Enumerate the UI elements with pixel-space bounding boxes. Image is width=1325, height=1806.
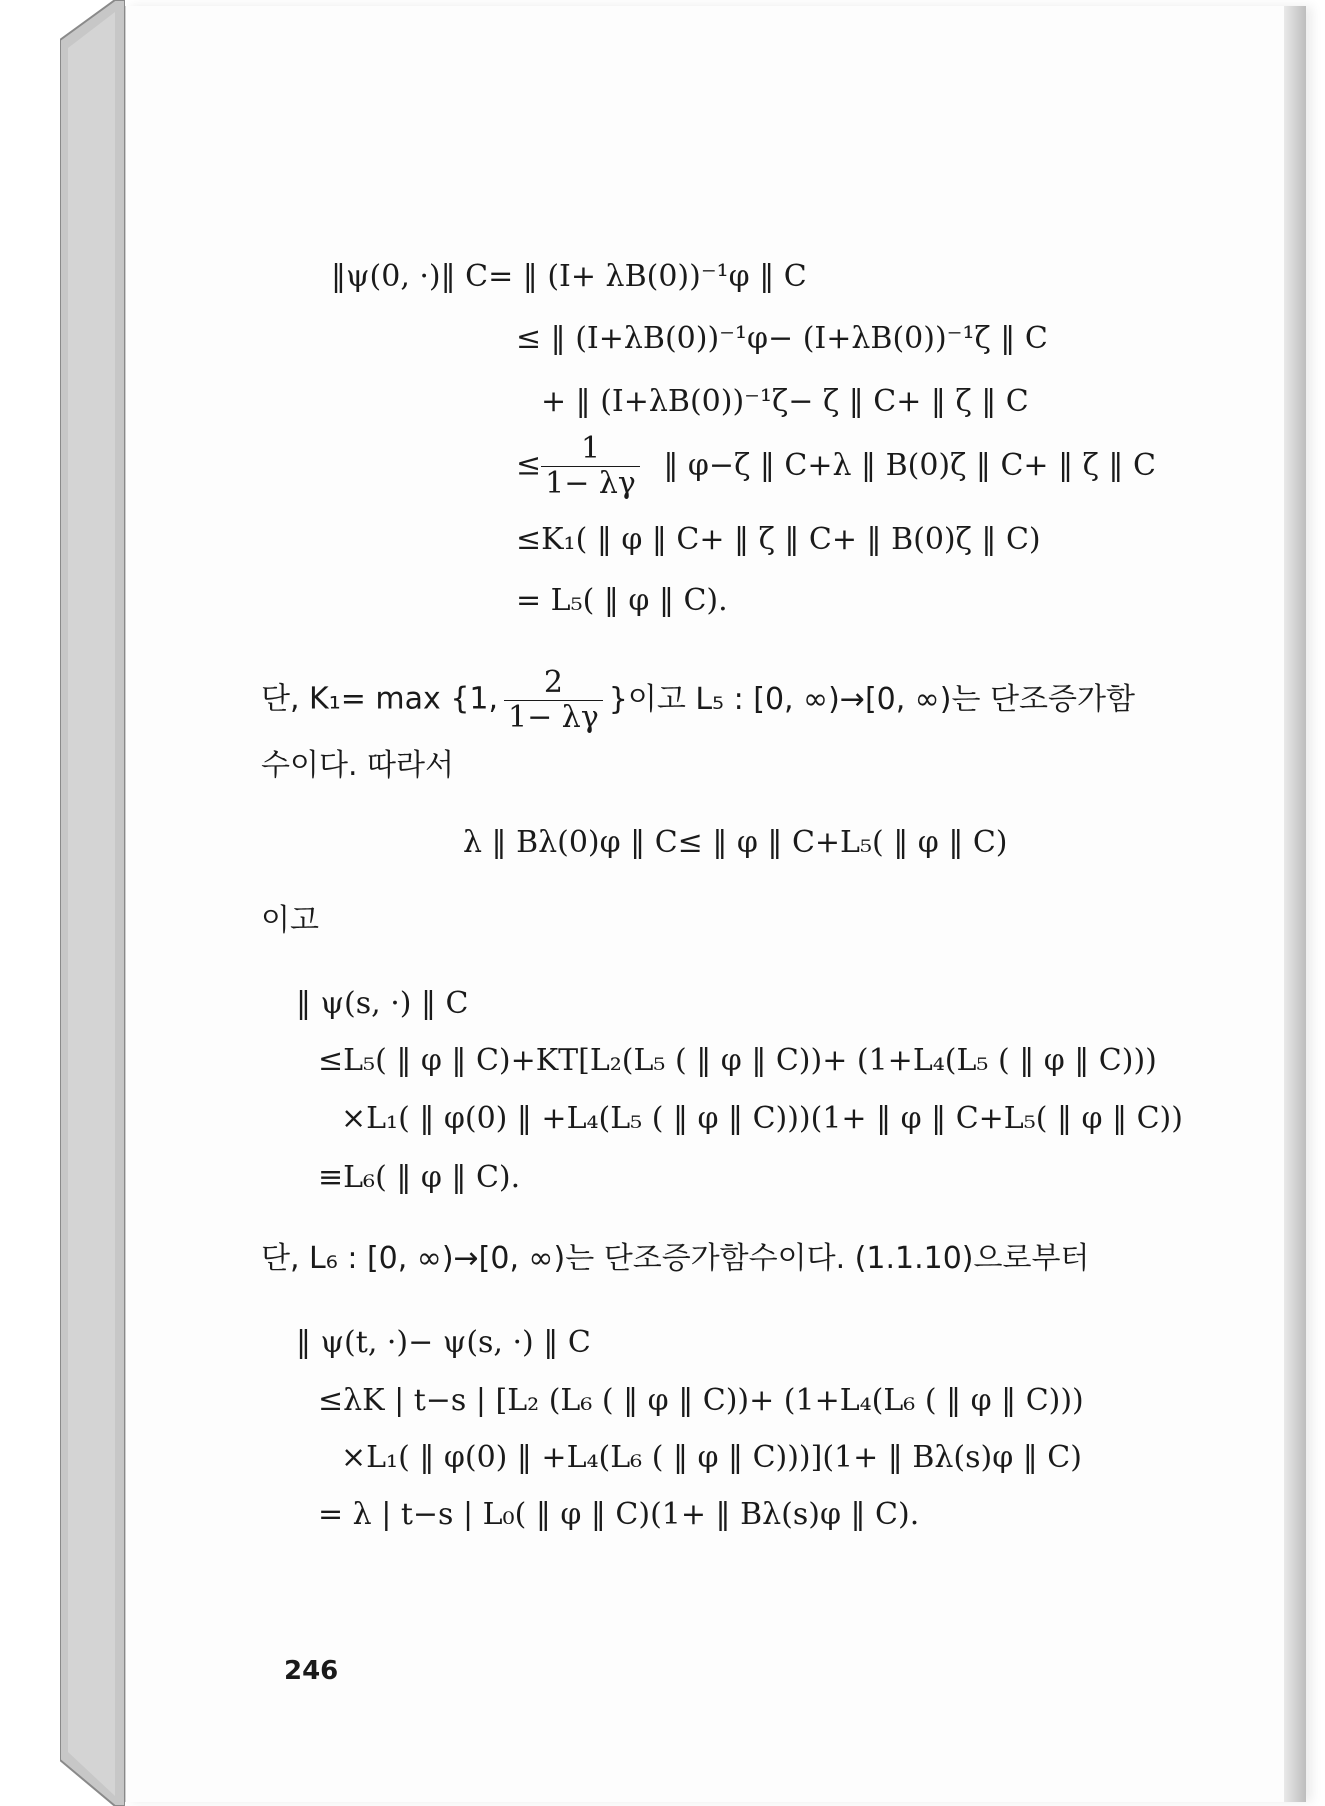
dan-prefix: 단, K₁= max {1, [261,681,499,717]
eq2-line-1: ‖ ψ(s, ·) ‖ C [296,986,469,1021]
eq1-line-6: = L₅( ‖ φ ‖ C). [516,583,728,618]
dan-fraction [504,665,603,735]
book-spine-side [60,0,125,1806]
eq3-line-4: = λ | t−s | L₀( ‖ φ ‖ C)(1+ ‖ Bλ(s)φ ‖ C). [318,1497,920,1532]
eq2-line-2: ≤L₅( ‖ φ ‖ C)+KT[L₂(L₅ ( ‖ φ ‖ C))+ (1+L₄(L₅ ( ‖ φ ‖ C))) [318,1043,1157,1078]
text-line-2: 수이다. 따라서 [261,748,454,783]
page-edge-shadow [1284,6,1306,1802]
eq1-frac-den: 1− λγ [545,466,636,501]
eq1-line-1: ‖ψ(0, ·)‖ C= ‖ (I+ λB(0))⁻¹φ ‖ C [331,259,807,294]
eq1-fraction [541,431,640,501]
eq1-line-2: ≤ ‖ (I+λB(0))⁻¹φ− (I+λB(0))⁻¹ζ ‖ C [516,321,1048,356]
page-number: 246 [284,1656,339,1686]
dan-line-1 [261,665,1135,735]
dan-frac-den: 1− λγ [508,700,599,735]
eq1-line-5: ≤K₁( ‖ φ ‖ C+ ‖ ζ ‖ C+ ‖ B(0)ζ ‖ C) [516,522,1041,557]
eq3-line-2: ≤λK | t−s | [L₂ (L₆ ( ‖ φ ‖ C))+ (1+L₄(L₆ ( ‖ φ ‖ C))) [318,1383,1084,1418]
eq1-line-4-rest: ‖ φ−ζ ‖ C+λ ‖ B(0)ζ ‖ C+ ‖ ζ ‖ C [663,447,1156,483]
eq2-line-3: ×L₁( ‖ φ(0) ‖ +L₄(L₅ ( ‖ φ ‖ C)))(1+ ‖ φ ‖ C+L₅( ‖ φ ‖ C)) [341,1101,1183,1136]
eq3-line-1: ‖ ψ(t, ·)− ψ(s, ·) ‖ C [296,1325,591,1360]
book-page [125,6,1306,1802]
text-igo: 이고 [261,903,319,938]
eq2-line-4: ≡L₆( ‖ φ ‖ C). [318,1160,521,1195]
eq3-line-3: ×L₁( ‖ φ(0) ‖ +L₄(L₆ ( ‖ φ ‖ C)))](1+ ‖ Bλ(s)φ ‖ C) [341,1440,1082,1475]
eq1-leq: ≤ [516,447,542,483]
dan-suffix: }이고 L₅ : [0, ∞)→[0, ∞)는 단조증가함 [608,681,1135,717]
eq1-line-3: + ‖ (I+λB(0))⁻¹ζ− ζ ‖ C+ ‖ ζ ‖ C [541,384,1029,419]
eq1-frac-num: 1 [541,434,640,467]
centered-equation: λ ‖ Bλ(0)φ ‖ C≤ ‖ φ ‖ C+L₅( ‖ φ ‖ C) [463,825,1008,860]
dan-frac-num: 2 [504,668,603,701]
eq1-line-4 [516,431,1156,501]
dan-line-2: 단, L₆ : [0, ∞)→[0, ∞)는 단조증가함수이다. (1.1.10)으로부터 [261,1241,1090,1276]
